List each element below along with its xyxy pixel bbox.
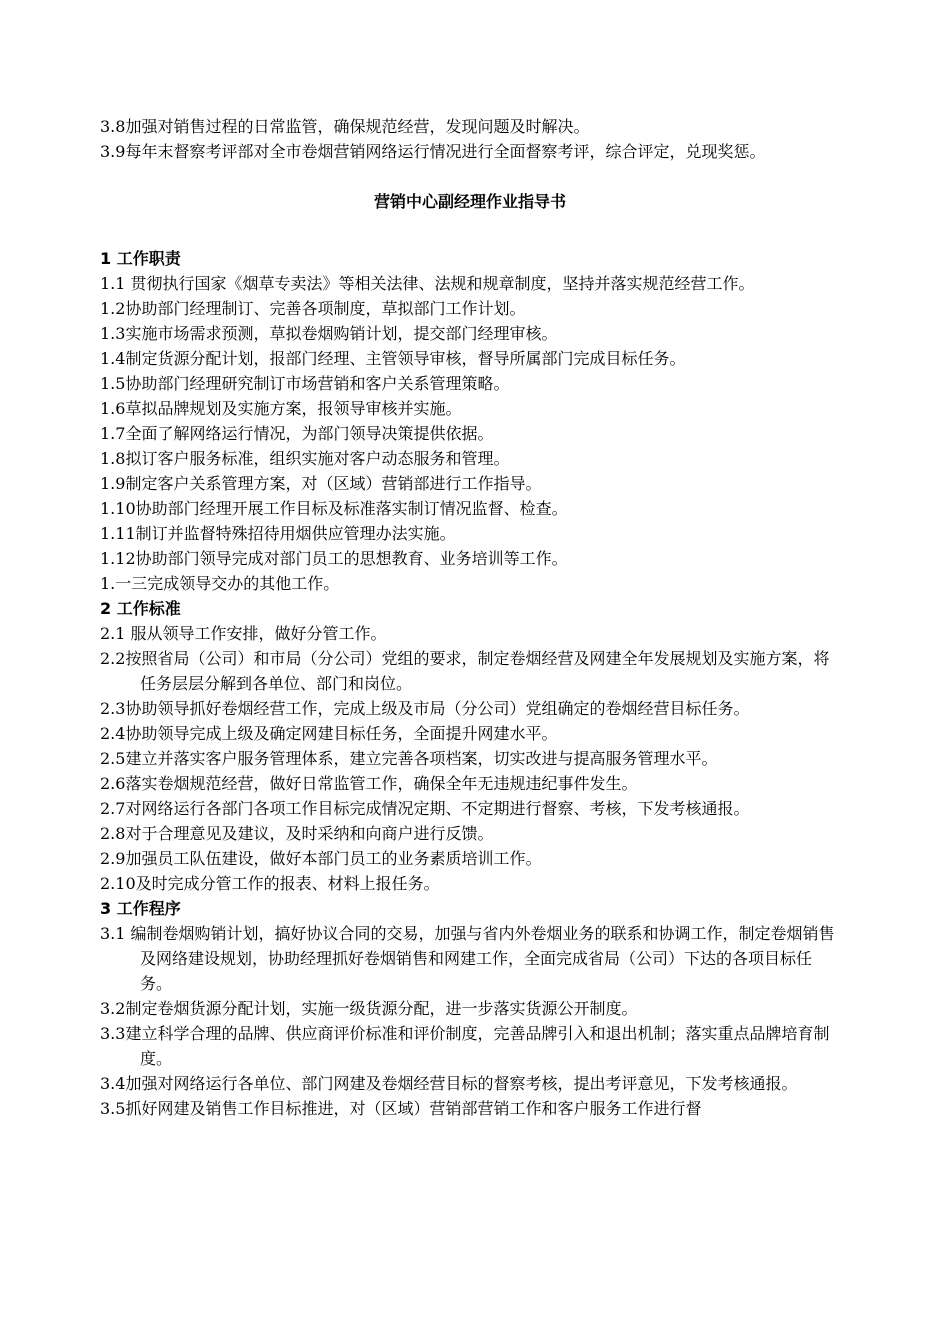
item-number: 1.8 [100,449,126,468]
item-text: 协助部门经理研究制订市场营销和客户关系管理策略。 [125,374,510,393]
list-item [100,421,840,446]
item-text: 每年末督察考评部对全市卷烟营销网络运行情况进行全面督察考评，综合评定，兑现奖惩。 [125,142,766,161]
item-number: 2.5 [100,749,126,768]
item-text: 抓好网建及销售工作目标推进，对（区域）营销部营销工作和客户服务工作进行督 [125,1099,702,1118]
item-text: 服从领导工作安排，做好分管工作。 [130,624,387,643]
item-number: 1.1 [100,274,131,293]
item-number: 1.11 [100,524,136,543]
list-item [100,321,840,346]
item-text: 协助部门经理开展工作目标及标准落实制订情况监督、检查。 [135,499,568,518]
item-text: 贯彻执行国家《烟草专卖法》等相关法律、法规和规章制度，坚持并落实规范经营工作。 [130,274,755,293]
item-text: 一三完成领导交办的其他工作。 [115,574,340,593]
item-number: 2.7 [100,799,126,818]
item-text: 对于合理意见及建议，及时采纳和向商户进行反馈。 [125,824,494,843]
item-text: 对网络运行各部门各项工作目标完成情况定期、不定期进行督察、考核，下发考核通报。 [125,799,750,818]
item-number: 1.2 [100,299,126,318]
item-number: 3.2 [100,999,126,1018]
item-number: 3.4 [100,1074,126,1093]
list-item [100,621,840,646]
list-item [100,746,840,771]
item-text: 建立并落实客户服务管理体系，建立完善各项档案，切实改进与提高服务管理水平。 [125,749,718,768]
list-item [100,571,840,596]
item-number: 3.8 [100,117,126,136]
item-text: 全面了解网络运行情况，为部门领导决策提供依据。 [125,424,494,443]
item-number: 3.3 [100,1024,126,1043]
section-heading: 2 工作标准 [100,599,181,618]
list-item [100,546,840,571]
list-item [100,1096,840,1121]
document-title: 营销中心副经理作业指导书 [373,192,566,211]
item-number: 1.10 [100,499,136,518]
item-text: 制定卷烟货源分配计划，实施一级货源分配，进一步落实货源公开制度。 [125,999,638,1018]
item-number: 2.10 [100,874,136,893]
item-number: 1.6 [100,399,126,418]
item-number: 2.2 [100,649,126,668]
item-number: 1.3 [100,324,126,343]
item-text: 协助领导完成上级及确定网建目标任务，全面提升网建水平。 [125,724,558,743]
item-text: 制定客户关系管理方案，对（区域）营销部进行工作指导。 [125,474,542,493]
item-number: 2.9 [100,849,126,868]
list-item [100,114,840,139]
list-item [100,846,840,871]
item-number: 3.5 [100,1099,126,1118]
list-item [100,446,840,471]
item-text: 及时完成分管工作的报表、材料上报任务。 [135,874,440,893]
list-item [100,721,840,746]
list-item [100,996,840,1021]
list-item [100,646,840,696]
item-text: 制订并监督特殊招待用烟供应管理办法实施。 [135,524,456,543]
list-item [100,271,840,296]
item-number: 1.4 [100,349,126,368]
item-number: 2.1 [100,624,131,643]
list-item [100,871,840,896]
list-item [100,521,840,546]
item-text: 拟订客户服务标准，组织实施对客户动态服务和管理。 [125,449,510,468]
item-number: 1.7 [100,424,126,443]
list-item [100,821,840,846]
item-number: 2.6 [100,774,126,793]
item-number: 1. [100,574,116,593]
list-item [100,1021,840,1071]
item-number: 1.5 [100,374,126,393]
document-body [100,114,840,1121]
item-text: 加强对网络运行各单位、部门网建及卷烟经营目标的督察考核，提出考评意见，下发考核通报。 [125,1074,798,1093]
list-item [100,771,840,796]
item-text: 实施市场需求预测，草拟卷烟购销计划，提交部门经理审核。 [125,324,558,343]
list-item [100,471,840,496]
item-number: 1.9 [100,474,126,493]
list-item [100,496,840,521]
list-item [100,346,840,371]
item-number: 1.12 [100,549,136,568]
item-text: 协助领导抓好卷烟经营工作，完成上级及市局（分公司）党组确定的卷烟经营目标任务。 [125,699,750,718]
list-item [100,921,840,996]
item-text: 制定货源分配计划，报部门经理、主管领导审核，督导所属部门完成目标任务。 [125,349,686,368]
item-number: 2.3 [100,699,126,718]
item-text: 协助部门领导完成对部门员工的思想教育、业务培训等工作。 [135,549,568,568]
list-item [100,139,840,164]
section-heading: 1 工作职责 [100,249,181,268]
item-number: 3.1 [100,924,131,943]
list-item [100,296,840,321]
list-item [100,696,840,721]
item-number: 2.4 [100,724,126,743]
item-text: 按照省局（公司）和市局（分公司）党组的要求，制定卷烟经营及网建全年发展规划及实施方案，将任务层层分解到各单位、部门和岗位。 [125,649,830,693]
item-text: 编制卷烟购销计划，搞好协议合同的交易，加强与省内外卷烟业务的联系和协调工作，制定卷烟销售及网络建设规划，协助经理抓好卷烟销售和网建工作，全面完成省局（公司）下达的各项目标任务。 [130,924,835,993]
item-text: 草拟品牌规划及实施方案，报领导审核并实施。 [125,399,462,418]
list-item [100,1071,840,1096]
list-item [100,396,840,421]
item-number: 2.8 [100,824,126,843]
item-text: 落实卷烟规范经营，做好日常监管工作，确保全年无违规违纪事件发生。 [125,774,638,793]
item-text: 协助部门经理制订、完善各项制度，草拟部门工作计划。 [125,299,526,318]
item-number: 3.9 [100,142,126,161]
list-item [100,371,840,396]
item-text: 加强员工队伍建设，做好本部门员工的业务素质培训工作。 [125,849,542,868]
item-text: 建立科学合理的品牌、供应商评价标准和评价制度，完善品牌引入和退出机制；落实重点品牌培育制度。 [125,1024,830,1068]
list-item [100,796,840,821]
item-text: 加强对销售过程的日常监管，确保规范经营，发现问题及时解决。 [125,117,590,136]
section-heading: 3 工作程序 [100,899,181,918]
